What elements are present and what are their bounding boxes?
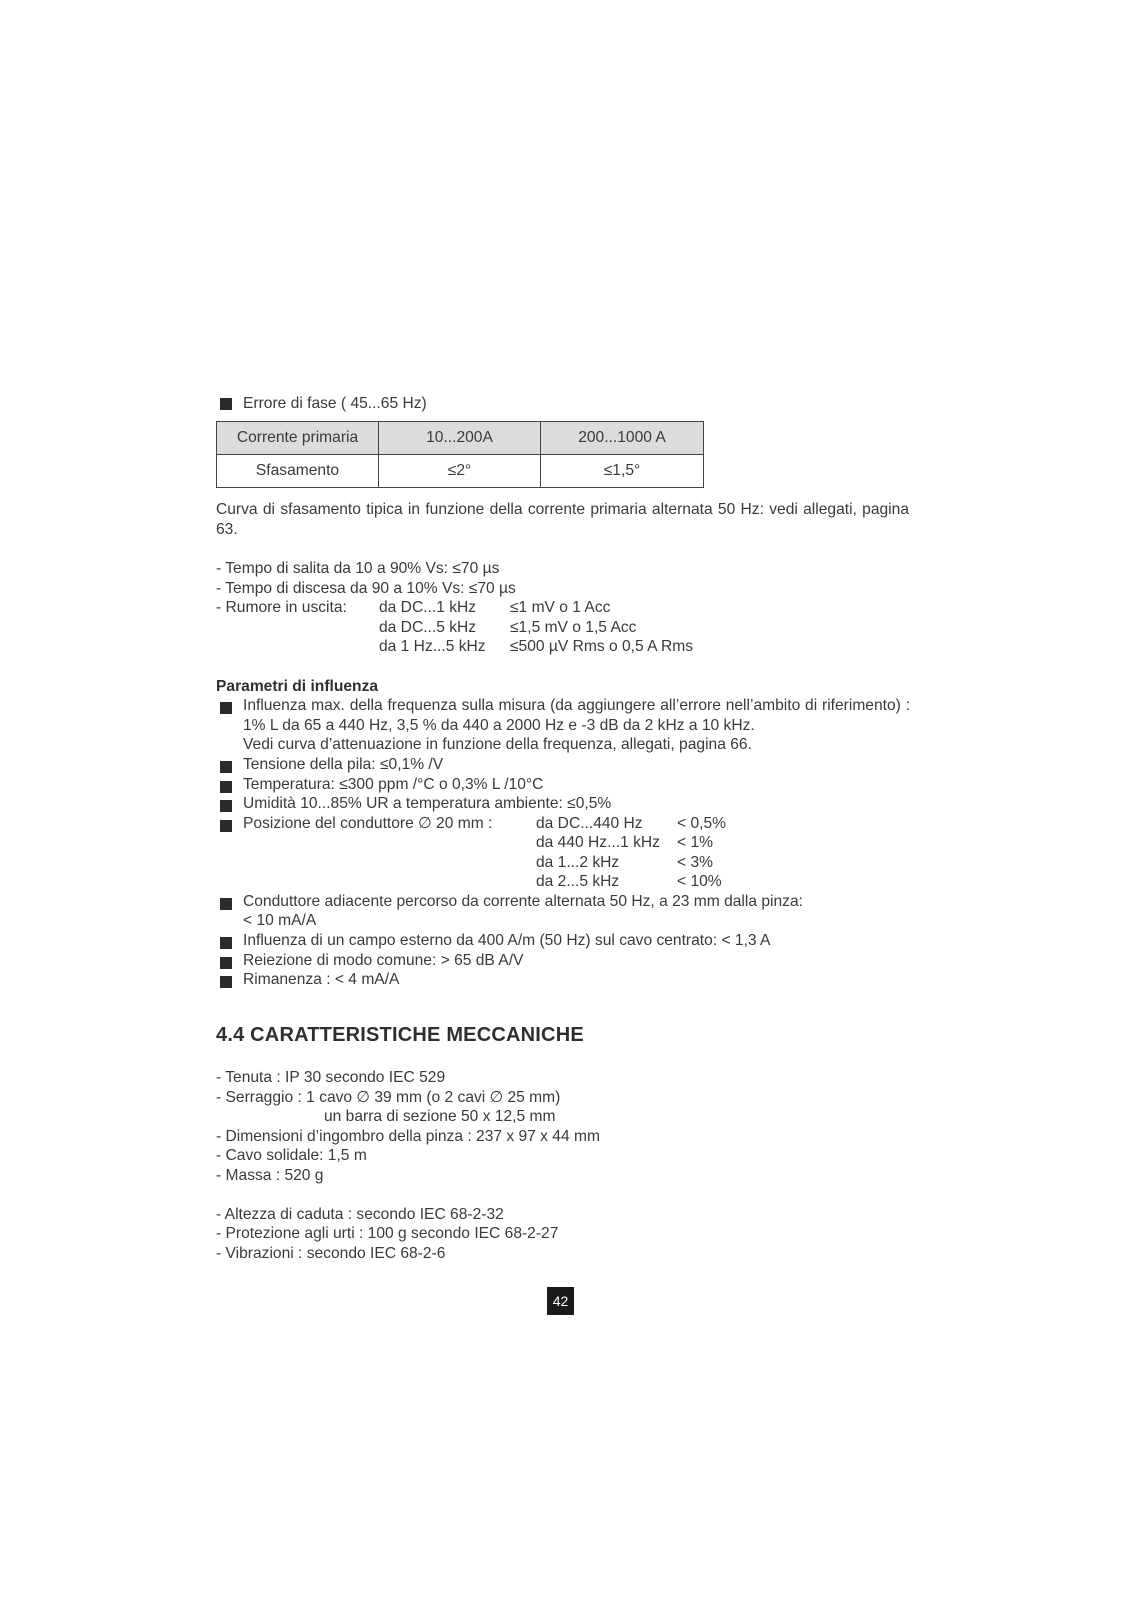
position-value: < 3% [677, 854, 713, 871]
position-value: < 1% [677, 834, 713, 851]
frequency-influence-note: Vedi curva d’attenuazione in funzione della frequenza, allegati, pagina 66. [243, 736, 752, 753]
fall-time: - Tempo di discesa da 90 a 10% Vs: ≤70 µs [216, 580, 516, 597]
table-header-cell: 10...200A [379, 422, 541, 455]
bullet-square-icon [220, 820, 232, 832]
noise-range: da 1 Hz...5 kHz [379, 638, 486, 655]
curve-paragraph: Curva di sfasamento tipica in funzione della corrente primaria alternata 50 Hz: vedi allegati, pagina 63. [216, 501, 909, 538]
position-range: da DC...440 Hz [536, 815, 643, 832]
rise-time: - Tempo di salita da 10 a 90% Vs: ≤70 µs [216, 560, 500, 577]
noise-range: da DC...1 kHz [379, 599, 477, 616]
bullet-square-icon [220, 398, 232, 410]
table-header-cell: Corrente primaria [217, 422, 379, 455]
dimensions: - Dimensioni d’ingombro della pinza : 237 x 97 x 44 mm [216, 1128, 600, 1145]
noise-value: ≤1 mV o 1 Acc [510, 599, 611, 616]
bullet-square-icon [220, 781, 232, 793]
bullet-square-icon [220, 937, 232, 949]
table-cell: ≤1,5° [541, 455, 704, 488]
adjacent-conductor-value: < 10 mA/A [243, 912, 317, 929]
cable-length: - Cavo solidale: 1,5 m [216, 1147, 367, 1164]
table-row [217, 455, 704, 488]
noise-value: ≤1,5 mV o 1,5 Acc [510, 619, 637, 636]
bullet-square-icon [220, 800, 232, 812]
influence-heading: Parametri di influenza [216, 678, 379, 695]
adjacent-conductor: Conduttore adiacente percorso da corrente alternata 50 Hz, a 23 mm dalla pinza: [243, 893, 803, 910]
humidity: Umidità 10...85% UR a temperatura ambiente: ≤0,5% [243, 795, 612, 812]
clamping: - Serraggio : 1 cavo ∅ 39 mm (o 2 cavi ∅ 25 mm) [216, 1089, 561, 1106]
noise-value: ≤500 µV Rms o 0,5 A Rms [510, 638, 694, 655]
bullet-square-icon [220, 976, 232, 988]
position-range: da 1...2 kHz [536, 854, 620, 871]
position-value: < 0,5% [677, 815, 726, 832]
external-field: Influenza di un campo esterno da 400 A/m (50 Hz) sul cavo centrato: < 1,3 A [243, 932, 771, 949]
remanence: Rimanenza : < 4 mA/A [243, 971, 400, 988]
common-mode-rejection: Reiezione di modo comune: > 65 dB A/V [243, 952, 524, 969]
bullet-square-icon [220, 761, 232, 773]
battery-voltage: Tensione della pila: ≤0,1% /V [243, 756, 444, 773]
sealing: - Tenuta : IP 30 secondo IEC 529 [216, 1069, 446, 1086]
frequency-influence: Influenza max. della frequenza sulla misura (da aggiungere all’errore nell’ambito di riferimento) : 1% L da 65 a 440 Hz, 3,5 % da 440 a 2000 Hz e -3 dB da 2 kHz a 10 kHz. [243, 697, 910, 734]
position-range: da 440 Hz...1 kHz [536, 834, 660, 851]
temperature: Temperatura: ≤300 ppm /°C o 0,3% L /10°C [243, 776, 544, 793]
mass: - Massa : 520 g [216, 1167, 324, 1184]
vibration: - Vibrazioni : secondo IEC 68-2-6 [216, 1245, 446, 1262]
table-header-cell: 200...1000 A [541, 422, 704, 455]
shock-protection: - Protezione agli urti : 100 g secondo IEC 68-2-27 [216, 1225, 559, 1242]
phase-error-table [216, 421, 704, 488]
position-value: < 10% [677, 873, 722, 890]
drop-height: - Altezza di caduta : secondo IEC 68-2-32 [216, 1206, 504, 1223]
page-number: 42 [547, 1287, 574, 1315]
table-cell: Sfasamento [217, 455, 379, 488]
bullet-square-icon [220, 957, 232, 969]
clamping-bar: un barra di sezione 50 x 12,5 mm [324, 1108, 556, 1125]
bullet-square-icon [220, 702, 232, 714]
table-cell: ≤2° [379, 455, 541, 488]
bullet-square-icon [220, 898, 232, 910]
noise-label: - Rumore in uscita: [216, 599, 347, 616]
table-header-row [217, 422, 704, 455]
section-heading: 4.4 CARATTERISTICHE MECCANICHE [216, 1024, 584, 1046]
position-range: da 2...5 kHz [536, 873, 620, 890]
noise-range: da DC...5 kHz [379, 619, 477, 636]
conductor-position-label: Posizione del conduttore ∅ 20 mm : [243, 815, 493, 832]
phase-error-title: Errore di fase ( 45...65 Hz) [243, 395, 427, 412]
